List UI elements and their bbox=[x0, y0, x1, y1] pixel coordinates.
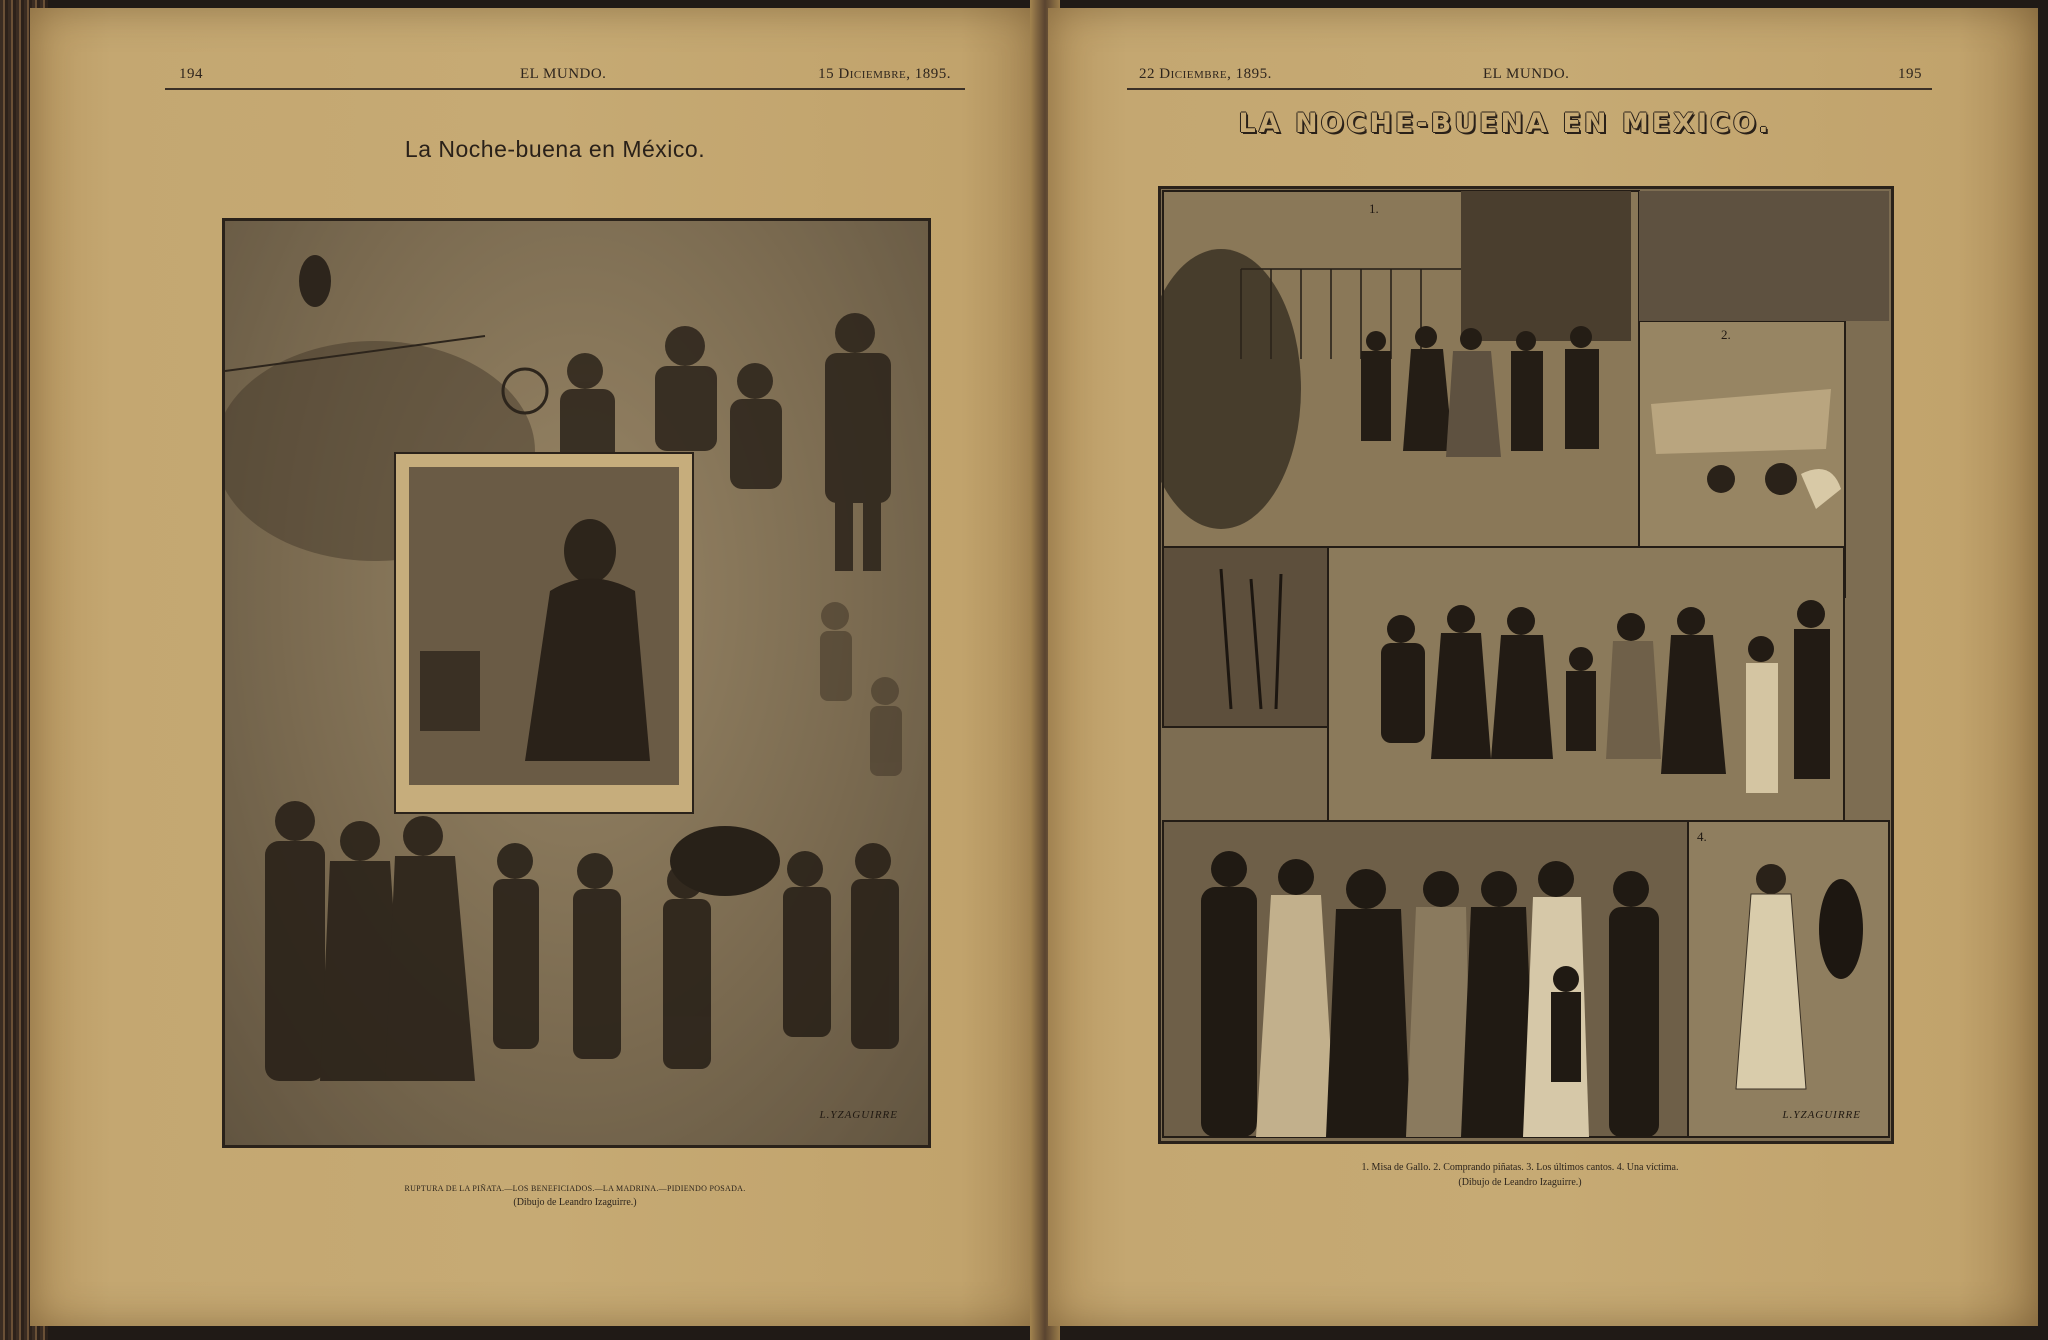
left-artist-signature: L.YZAGUIRRE bbox=[819, 1109, 898, 1121]
left-caption-credit: (Dibujo de Leandro Izaguirre.) bbox=[513, 1197, 637, 1208]
right-publication-name: EL MUNDO. bbox=[1483, 66, 1570, 82]
left-page-number: 194 bbox=[179, 66, 203, 82]
right-engraving-sketch bbox=[1161, 189, 1891, 1141]
left-page-header bbox=[165, 62, 965, 90]
panel-2-number: 2. bbox=[1721, 327, 1731, 342]
left-issue-date: 15 Diciembre, 1895. bbox=[818, 66, 951, 82]
panel-1-number: 1. bbox=[1369, 201, 1379, 216]
right-caption-credit: (Dibujo de Leandro Izaguirre.) bbox=[1458, 1177, 1582, 1188]
right-page-number: 195 bbox=[1898, 66, 1922, 82]
right-page-title: LA NOCHE-BUENA EN MEXICO. bbox=[1238, 108, 1772, 139]
right-page-header bbox=[1127, 62, 1932, 90]
left-page-title: La Noche-buena en México. bbox=[404, 136, 706, 162]
right-caption-text: 1. Misa de Gallo. 2. Comprando piñatas. 3. Los últimos cantos. 4. Una víctima. bbox=[1361, 1162, 1679, 1173]
right-illustration-caption bbox=[1240, 1162, 1800, 1188]
right-artist-signature: L.YZAGUIRRE bbox=[1782, 1109, 1861, 1121]
left-illustration-caption bbox=[300, 1184, 850, 1208]
panel-4-number: 4. bbox=[1697, 829, 1707, 844]
right-issue-date: 22 Diciembre, 1895. bbox=[1139, 66, 1272, 82]
right-illustration bbox=[1158, 186, 1894, 1144]
left-illustration bbox=[222, 218, 931, 1148]
left-caption-text: RUPTURA DE LA PIÑATA.—LOS BENEFICIADOS.—LA MADRINA.—PIDIENDO POSADA. bbox=[404, 1184, 746, 1193]
left-engraving-sketch bbox=[225, 221, 928, 1145]
left-publication-name: EL MUNDO. bbox=[520, 66, 607, 82]
